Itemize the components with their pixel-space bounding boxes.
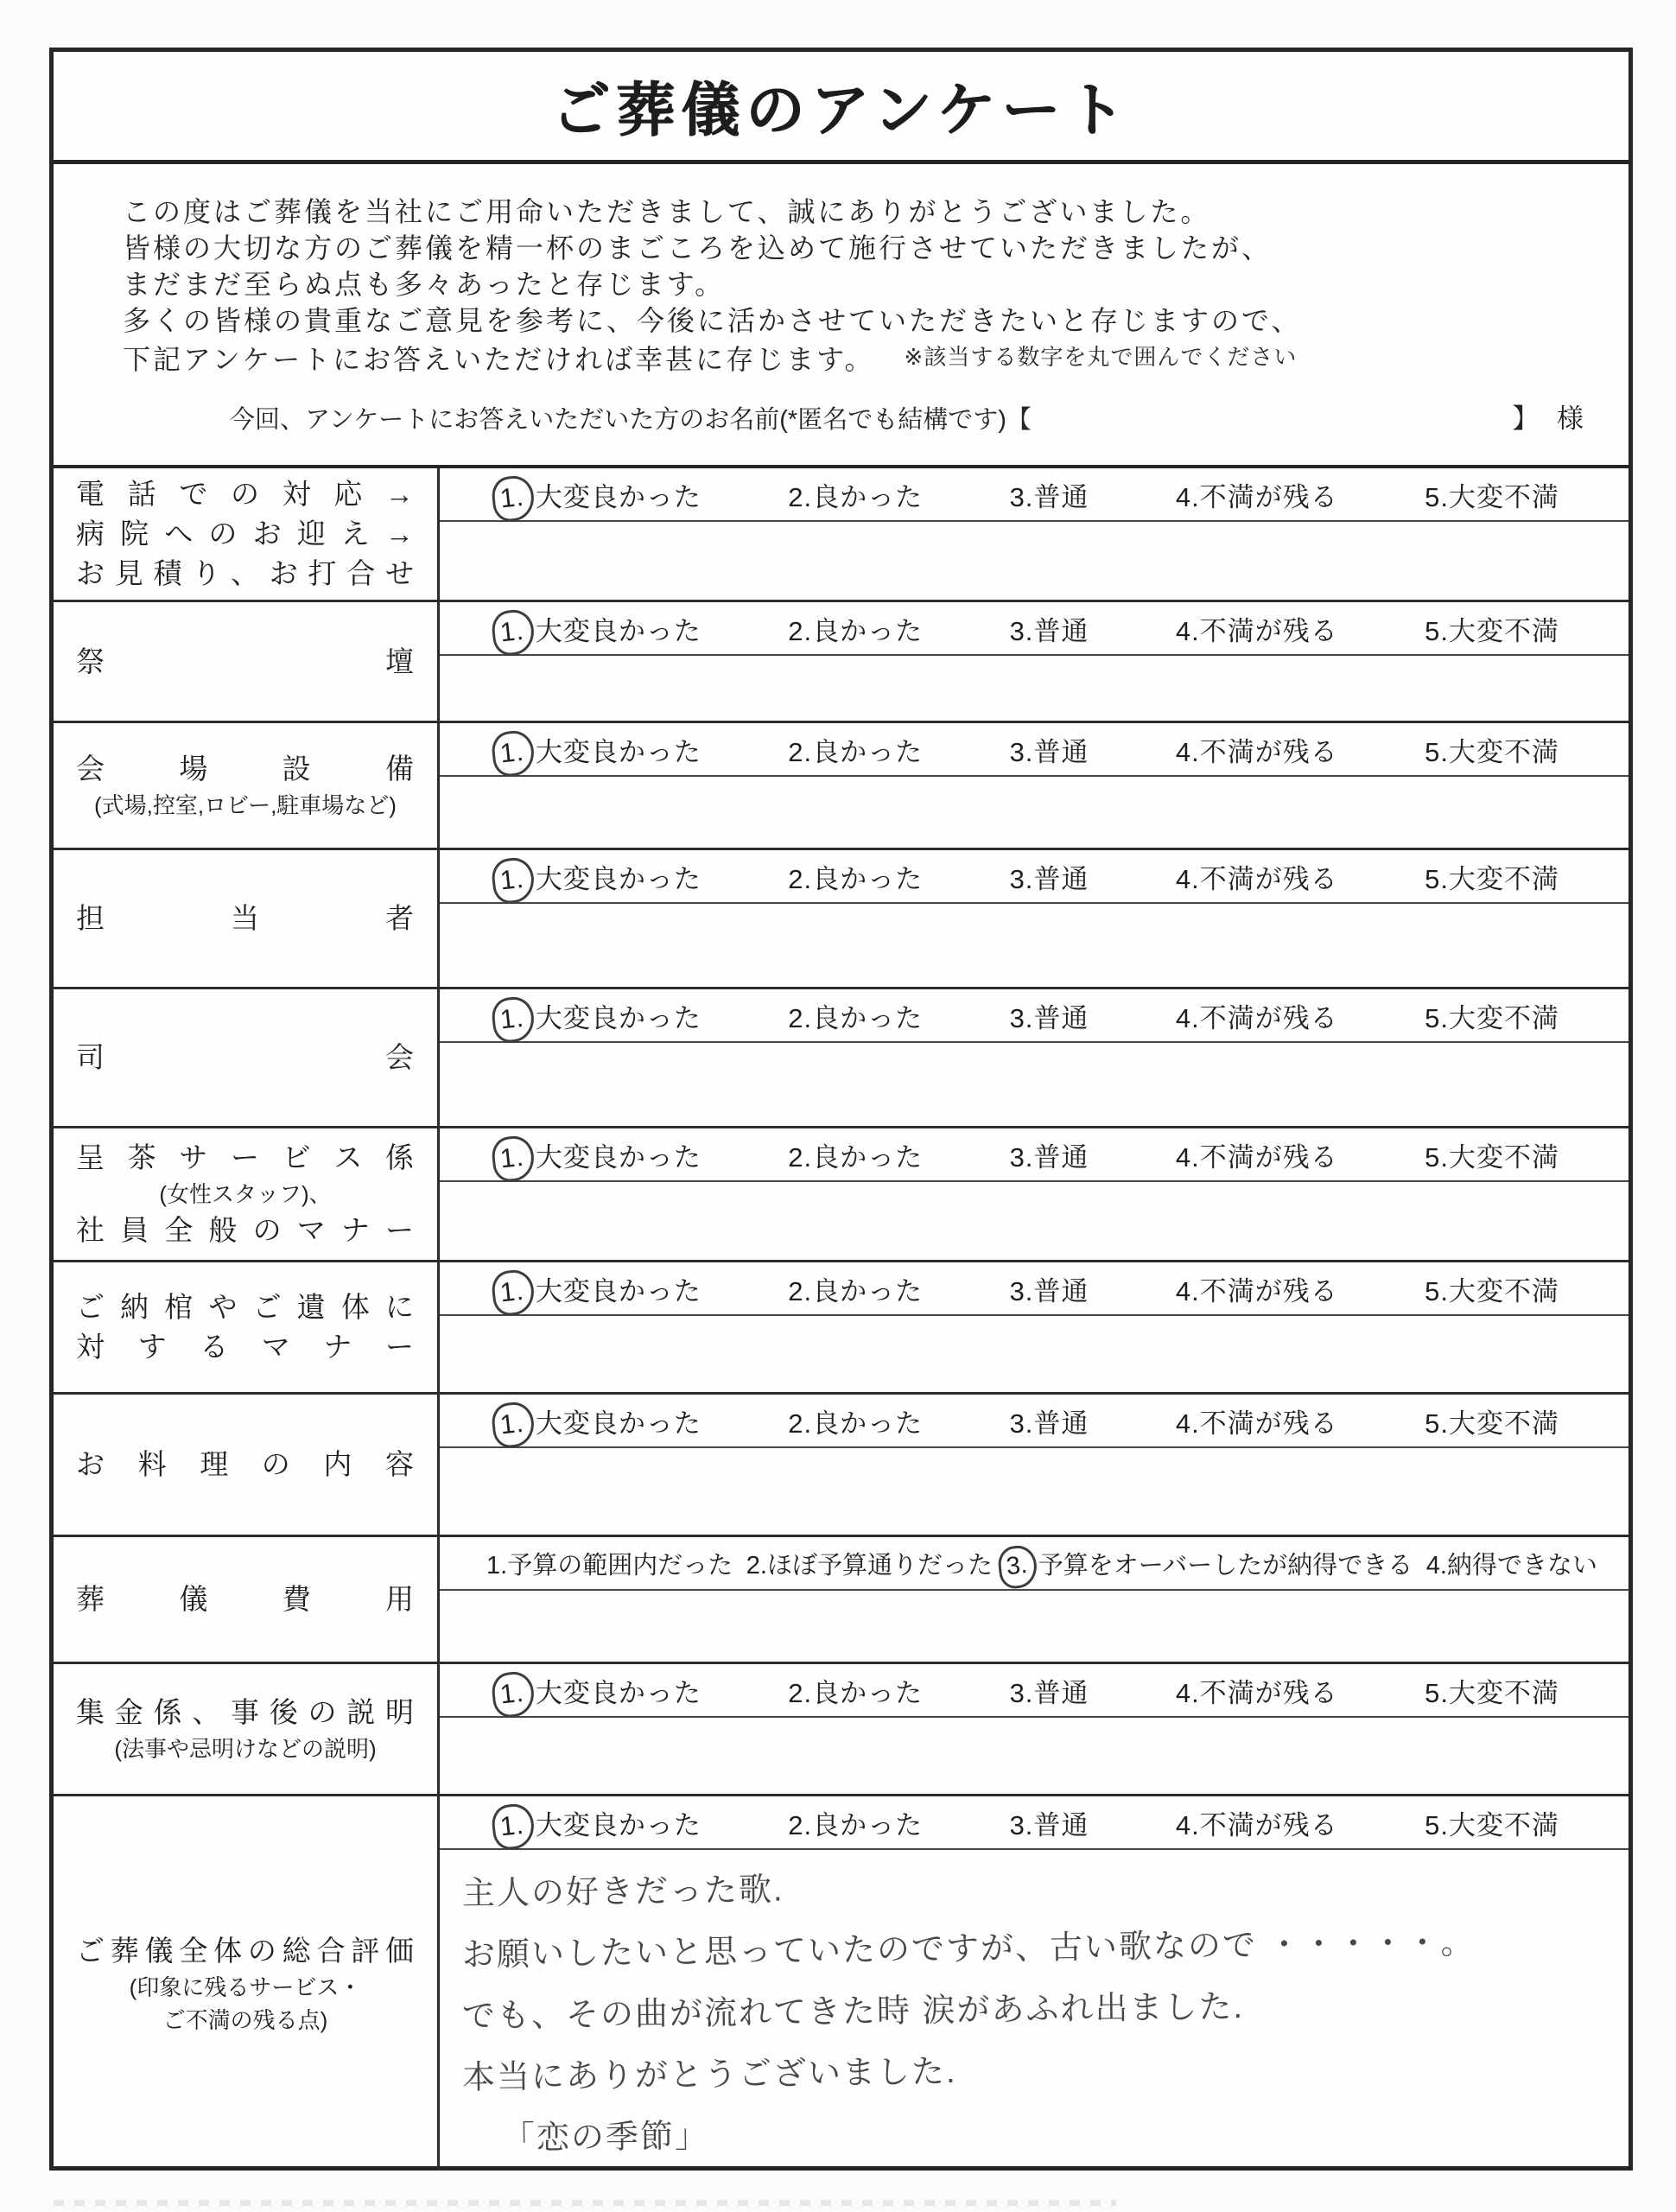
rating-option [788,1269,923,1308]
option-label: 良かった [812,863,924,894]
option-label: 不満が残る [1199,863,1338,894]
row-label-line: (式場,控室,ロビー,駐車場など) [94,792,397,818]
option-label: 大変不満 [1448,863,1559,894]
survey-row [54,848,1628,987]
row-label [54,1664,440,1794]
rating-options-row [440,1537,1628,1591]
option-label: 大変良かった [535,1141,702,1173]
option-number: 5. [1425,481,1449,512]
option-number: 4. [1175,736,1200,767]
option-label: 大変不満 [1448,1809,1559,1840]
survey-row [54,1535,1628,1662]
option-number: 3. [1009,1002,1034,1033]
option-label: ほぼ予算通りだった [766,1551,993,1580]
rating-option [500,996,702,1035]
option-label: 普通 [1033,1677,1089,1708]
survey-row [54,1662,1628,1794]
rating-option [1010,857,1089,896]
row-answer-cell [440,602,1628,721]
option-number: 2. [788,1141,813,1173]
row-label-line: 司 会 [76,1041,415,1073]
form-title: ご葬儀のアンケート [551,78,1131,143]
handwritten-line: お願いしたいと思っていたのですが、古い歌なので ・・・・・。 [461,1924,1476,1974]
row-answer-cell [440,850,1628,987]
survey-row [54,721,1628,848]
rating-option [1010,1803,1089,1842]
option-number: 3. [1009,736,1034,767]
row-answer-cell [440,723,1628,848]
comment-area [440,1448,1628,1535]
row-label-line: 葬 儀 費 用 [76,1583,415,1615]
option-label: 大変不満 [1448,1677,1559,1708]
rating-option [500,1803,702,1842]
rating-options-row [440,1796,1628,1850]
rating-option [788,609,923,648]
option-label: 良かった [812,1002,924,1033]
rating-options-row [440,850,1628,904]
rating-option [1010,1402,1089,1440]
option-label: 予算の範囲内だった [507,1551,733,1580]
rating-options-row [440,1262,1628,1316]
row-label-line: (女性スタッフ)、 [159,1181,332,1207]
row-answer-cell [440,1262,1628,1392]
survey-row [54,1260,1628,1392]
option-number: 2. [788,481,813,512]
row-answer-cell [440,1395,1628,1535]
row-answer-cell [440,1537,1628,1662]
option-label: 良かった [812,481,924,512]
option-label: 不満が残る [1199,736,1338,767]
rating-option [1176,996,1338,1035]
selected-circle-mark: 1. [490,1134,536,1183]
intro-line-with-note [123,339,1594,378]
handwritten-line: でも、その曲が流れてきた時 涙があふれ出ました. [461,1988,1245,2035]
survey-row [54,1126,1628,1260]
row-answer-cell [440,1664,1628,1794]
option-number: 2. [788,863,813,894]
rating-option [1425,1135,1559,1174]
rating-option [1176,1135,1338,1174]
option-number: 1. [486,1551,508,1580]
option-number: 4. [1175,481,1200,512]
row-label [54,723,440,848]
selected-circle-mark: 1. [490,607,536,657]
comment-area [440,1182,1628,1260]
option-number: 2. [788,1809,813,1840]
comment-area [440,522,1628,600]
option-number: 5. [1425,1677,1449,1708]
intro-line: この度はご葬儀を当社にご用命いただきまして、誠にありがとうございました。 [123,196,1211,227]
selected-circle-mark: 1. [490,1400,536,1449]
row-label-line: 電話での対応→ [76,478,415,510]
row-label [54,850,440,987]
option-label: 良かった [812,615,924,646]
name-honorific-suffix: 】 様 [1512,404,1589,434]
option-number: 5. [1425,1408,1449,1439]
comment-area [440,656,1628,721]
rating-option [788,1803,923,1842]
rating-option [1426,1546,1597,1581]
option-label: 大変良かった [535,736,702,767]
row-answer-cell [440,1796,1628,2171]
rating-option [1010,1671,1089,1710]
handwritten-comment [440,1850,1628,2171]
rating-option [1425,1269,1559,1308]
rating-option [1425,1671,1559,1710]
row-label [54,468,440,600]
option-number: 5. [1425,615,1449,646]
rating-option [1176,1803,1338,1842]
option-label: 不満が残る [1199,1002,1338,1033]
option-number: 4. [1175,615,1200,646]
rating-option [1176,1269,1338,1308]
option-number: 5. [1425,1275,1449,1306]
option-label: 良かった [812,1677,924,1708]
selected-circle-mark: 1. [490,728,536,778]
option-label: 不満が残る [1199,1408,1338,1439]
option-number: 2. [788,1677,813,1708]
row-label-line: 社員全般のマナー [76,1214,415,1246]
row-label-line: ご葬儀全体の総合評価 [76,1934,415,1967]
option-label: 良かった [812,736,924,767]
option-label: 大変良かった [535,1275,702,1306]
option-label: 大変不満 [1448,1002,1559,1033]
rating-options-row [440,723,1628,777]
option-label: 普通 [1033,736,1089,767]
rating-option [1425,857,1559,896]
option-number: 3. [1009,1275,1034,1306]
option-number: 3. [1009,1408,1034,1439]
option-label: 良かった [812,1275,924,1306]
option-label: 普通 [1033,481,1089,512]
intro-section [54,164,1628,465]
row-label-line: ご不満の残る点) [162,2006,328,2033]
option-number: 3. [1009,1809,1034,1840]
option-label: 納得できない [1446,1551,1597,1580]
option-label: 大変不満 [1448,736,1559,767]
rating-option [1176,730,1338,769]
row-answer-cell [440,468,1628,600]
rating-option [1010,1135,1089,1174]
option-number: 5. [1425,1141,1449,1173]
rating-options-row [440,1128,1628,1182]
option-label: 不満が残る [1199,1809,1338,1840]
option-number: 2. [788,615,813,646]
rating-option [1425,1803,1559,1842]
option-label: 予算をオーバーしたが納得できる [1038,1551,1413,1580]
row-label-line: (印象に残るサービス・ [129,1974,362,2000]
option-number: 2. [788,1275,813,1306]
comment-area [440,777,1628,848]
option-number: 5. [1425,1809,1449,1840]
row-label-line: (法事や忌明けなどの説明) [114,1736,377,1762]
rating-option [788,1402,923,1440]
option-label: 不満が残る [1199,1275,1338,1306]
comment-area [440,1591,1628,1662]
row-label-line: 担 当 者 [76,902,415,934]
row-label-line: 病院へのお迎え→ [76,518,415,550]
selected-circle-mark: 1. [490,1802,536,1851]
handwritten-line: 本当にありがとうございました. [461,2054,957,2096]
option-number: 3. [1009,863,1034,894]
rating-option [1425,609,1559,648]
row-label-line: お見積り、お打合せ [76,557,415,589]
rating-options-row [440,989,1628,1043]
option-number: 3. [1009,481,1034,512]
rating-option [1176,1402,1338,1440]
row-answer-cell [440,1128,1628,1260]
rating-option [1010,609,1089,648]
row-label [54,1796,440,2171]
row-label-line: 祭 壇 [76,645,415,677]
option-number: 2. [788,1002,813,1033]
option-number: 4. [1175,1002,1200,1033]
rating-option [1176,475,1338,514]
rating-option [1006,1546,1413,1581]
option-label: 普通 [1033,1809,1089,1840]
option-number: 5. [1425,863,1449,894]
option-label: 大変不満 [1448,481,1559,512]
row-label-line: 呈茶サービス係 [76,1141,415,1173]
rating-option [788,730,923,769]
row-answer-cell [440,989,1628,1126]
option-number: 2. [788,736,813,767]
row-label [54,1262,440,1392]
option-number: 4. [1175,1141,1200,1173]
row-label-line: お 料 理 の 内 容 [76,1448,415,1480]
option-label: 不満が残る [1199,1677,1338,1708]
intro-line: 下記アンケートにお答えいただければ幸甚に存じます。 [123,344,875,375]
rating-options-row [440,468,1628,522]
rating-option [788,1135,923,1174]
option-number: 3. [1009,1141,1034,1173]
rating-option [500,1135,702,1174]
rating-option [1176,857,1338,896]
respondent-name-label: 今回、アンケートにお答えいただいた方のお名前(*匿名でも結構です)【 [230,406,1032,434]
option-label: 普通 [1033,1002,1089,1033]
option-number: 2. [788,1408,813,1439]
selected-circle-mark: 1. [490,855,536,905]
rating-option [1010,996,1089,1035]
option-label: 大変不満 [1448,1408,1559,1439]
comment-area [440,1316,1628,1392]
option-number: 5. [1425,736,1449,767]
option-label: 大変良かった [535,1809,702,1840]
rating-option [500,609,702,648]
option-label: 普通 [1033,615,1089,646]
option-number: 4. [1425,1551,1447,1580]
rating-options-row [440,1395,1628,1448]
option-number: 2. [746,1551,767,1580]
option-label: 普通 [1033,1141,1089,1173]
option-label: 普通 [1033,1408,1089,1439]
option-number: 4. [1175,1408,1200,1439]
rating-option [500,857,702,896]
rating-option [1176,1671,1338,1710]
rating-option [500,730,702,769]
option-label: 普通 [1033,1275,1089,1306]
rating-options-row [440,1664,1628,1718]
rating-option [500,475,702,514]
comment-area [440,1850,1628,2171]
row-label [54,1537,440,1662]
option-label: 良かった [812,1141,924,1173]
option-label: 大変良かった [535,863,702,894]
handwritten-line: 「恋の季節」 [501,2118,710,2158]
survey-row [54,1794,1628,2171]
option-label: 不満が残る [1199,1141,1338,1173]
rating-option [788,475,923,514]
survey-row [54,600,1628,721]
row-label [54,602,440,721]
rating-option [1425,730,1559,769]
survey-row [54,468,1628,600]
rating-option [500,1402,702,1440]
rating-option [500,1269,702,1308]
option-label: 不満が残る [1199,615,1338,646]
option-number: 4. [1175,1275,1200,1306]
comment-area [440,904,1628,987]
intro-line: 多くの皆様の貴重なご意見を参考に、今後に活かさせていただきたいと存じますので、 [123,305,1302,336]
selected-circle-mark: 1. [490,474,536,523]
intro-line: 皆様の大切な方のご葬儀を精一杯のまごころを込めて施行させていただきましたが、 [123,232,1273,264]
option-label: 大変不満 [1448,615,1559,646]
row-label-line: ご納棺やご遺体に [76,1291,415,1323]
option-label: 良かった [812,1809,924,1840]
option-label: 大変良かった [535,1002,702,1033]
row-label [54,1395,440,1535]
survey-row [54,1392,1628,1535]
option-label: 普通 [1033,863,1089,894]
option-label: 不満が残る [1199,481,1338,512]
option-number: 3. [1009,1677,1034,1708]
form-title-bar [54,52,1628,164]
selected-circle-mark: 1. [490,1268,536,1317]
rating-option [746,1546,993,1581]
option-label: 大変不満 [1448,1275,1559,1306]
option-label: 大変良かった [535,481,702,512]
row-label-line: 会 場 設 備 [76,753,415,785]
survey-table [54,465,1628,2171]
survey-row [54,987,1628,1126]
option-number: 4. [1175,863,1200,894]
rating-option [788,1671,923,1710]
row-label [54,989,440,1126]
option-label: 大変良かった [535,615,702,646]
respondent-name-line [123,397,1594,435]
comment-area [440,1718,1628,1794]
option-number: 4. [1175,1809,1200,1840]
rating-option [1425,475,1559,514]
intro-line: まだまだ至らぬ点も多々あったと存じます。 [123,269,726,300]
rating-option [500,1671,702,1710]
option-number: 4. [1175,1677,1200,1708]
row-label-line: 集金係、事後の説明 [76,1696,415,1728]
rating-option [1010,730,1089,769]
circle-instruction-note: ※該当する数字を丸で囲んでください [904,344,1298,370]
form-frame [49,48,1633,2171]
comment-area [440,1043,1628,1126]
selected-circle-mark: 3. [996,1543,1038,1589]
selected-circle-mark: 1. [490,1669,536,1719]
row-label [54,1128,440,1260]
rating-option [1010,475,1089,514]
selected-circle-mark: 1. [490,995,536,1044]
rating-option [486,1546,733,1581]
option-label: 良かった [812,1408,924,1439]
rating-option [1010,1269,1089,1308]
option-label: 大変不満 [1448,1141,1559,1173]
option-label: 大変良かった [535,1408,702,1439]
cutoff-print-hint [54,2200,1116,2206]
option-label: 大変良かった [535,1677,702,1708]
option-number: 3. [1009,615,1034,646]
row-label-line: 対するマナー [76,1331,415,1363]
rating-option [1425,996,1559,1035]
rating-option [788,996,923,1035]
option-number: 5. [1425,1002,1449,1033]
rating-option [788,857,923,896]
rating-option [1425,1402,1559,1440]
rating-option [1176,609,1338,648]
handwritten-line: 主人の好きだった歌. [461,1872,784,1912]
rating-options-row [440,602,1628,656]
